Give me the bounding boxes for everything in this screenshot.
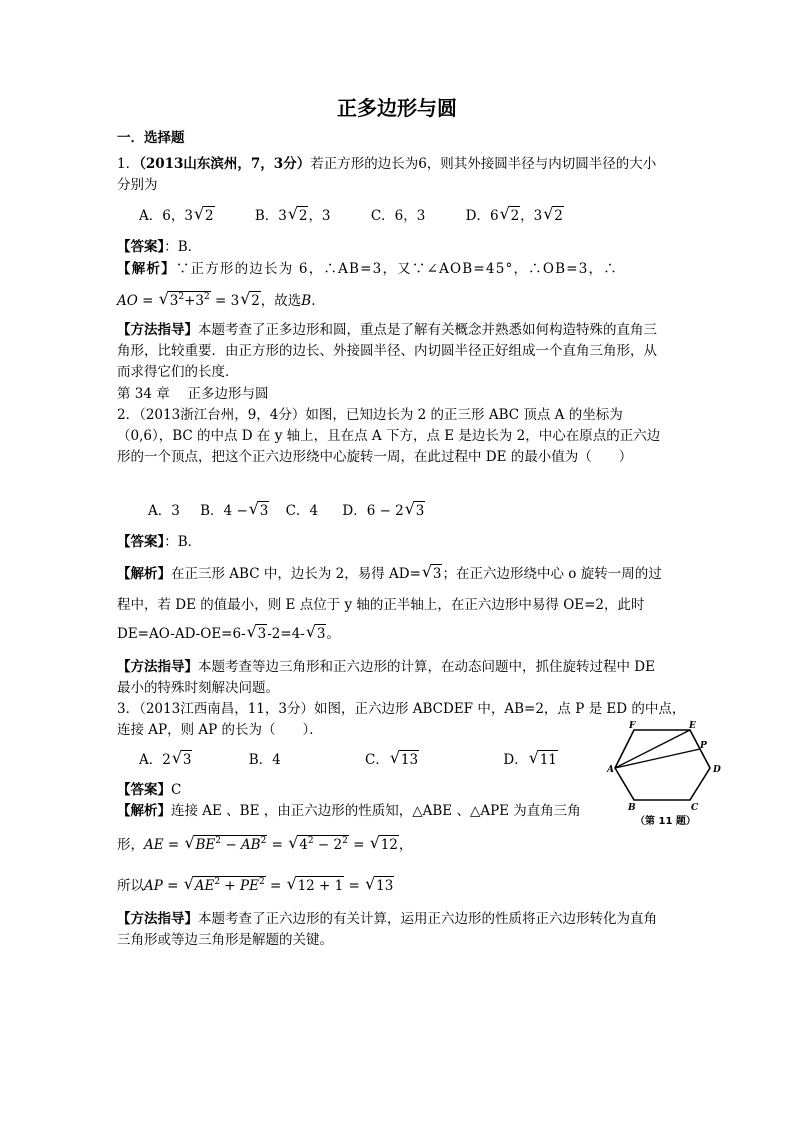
q3-formula-2: 所以AP = √ $AE^2 + PE^2$ = √ 12 + 1 = √ 13 bbox=[117, 876, 394, 896]
segment-ap bbox=[615, 749, 700, 768]
label-d: D bbox=[713, 765, 721, 775]
segment-ae bbox=[615, 730, 690, 768]
q2-method: 【方法指导】本题考查等边三角形和正六边形的计算，在动态问题中，抓住旋转过程中 DE bbox=[117, 659, 655, 675]
q1-method: 【方法指导】本题考查了正多边形和圆，重点是了解有关概念并熟悉如何构造特殊的直角三 bbox=[117, 322, 657, 338]
q2-answer: 【答案】：B． bbox=[117, 534, 202, 550]
hexagon-figure bbox=[607, 720, 725, 830]
q3-method-line2: 三角形或等边三角形是解题的关键。 bbox=[117, 932, 333, 948]
label-a: A bbox=[607, 765, 614, 775]
q3-options: A．2√ 3 B．4 C．√ 13 D．√ 11 bbox=[139, 750, 558, 770]
q3-stem-line1: 3．（2013江西南昌，11，3分）如图，正六边形 ABCDEF 中，AB=2，点 P 是 ED 的中点， bbox=[117, 701, 686, 717]
q1-stem-line2: 分别为 bbox=[117, 177, 158, 193]
q3-stem-line2: 连接 AP，则 AP 的长为（ ）． bbox=[117, 722, 323, 738]
chapter-heading: 第 34 章 正多边形与圆 bbox=[117, 386, 269, 402]
q2-stem-line1: 2．（2013浙江台州，9，4分）如图，已知边长为 2 的正三形 ABC 顶点 A 的坐标为 bbox=[117, 407, 623, 423]
q3-analysis: 【解析】连接 AE 、BE ，由正六边形的性质知，△ABE 、△APE 为直角三角 bbox=[117, 803, 581, 819]
q2-analysis: 【解析】在正三形 ABC 中，边长为 2，易得 AD=√ 3；在正六边形绕中心 o 旋转一周的过 bbox=[117, 564, 662, 584]
label-e: E bbox=[689, 721, 696, 731]
q2-analysis-line3: DE=AO-AD-OE=6-√ 3-2=4-√ 3。 bbox=[117, 624, 340, 644]
q2-stem-line3: 形的一个顶点，把这个正六边形绕中心旋转一周，在此过程中 DE 的最小值为（ ） bbox=[117, 449, 633, 465]
label-f: F bbox=[629, 721, 636, 731]
q1-stem: 1．（2013山东滨州，7，3分）若正方形的边长为6，则其外接圆半径与内切圆半径的大小 bbox=[117, 156, 657, 172]
q2-analysis-line2: 程中，若 DE 的值最小，则 E 点位于 y 轴的正半轴上，在正六边形中易得 OE=2，此时 bbox=[117, 597, 645, 613]
page-title: 正多边形与圆 bbox=[337, 96, 457, 120]
q1-method-line3: 而求得它们的长度． bbox=[117, 364, 239, 380]
q1-options: A．6，3√ 2 B．3√ 2，3 C．6，3 D．6√ 2，3√ 2 bbox=[139, 206, 564, 226]
q1-analysis: 【解析】∵正方形的边长为 6，∴AB=3，又∵∠AOB=45°，∴OB=3，∴ bbox=[117, 261, 618, 277]
figure-caption: （第 11 题） bbox=[635, 816, 696, 827]
q2-method-line2: 最小的特殊时刻解决问题。 bbox=[117, 680, 279, 696]
label-c: C bbox=[691, 803, 699, 813]
section-heading: 一．选择题 bbox=[117, 130, 185, 146]
q2-stem-line2: （0,6），BC 的中点 D 在 y 轴上，且在点 A 下方，点 E 是边长为 2，中心在原点的正六边 bbox=[117, 428, 661, 444]
q1-method-line2: 角形，比较重要．由正方形的边长、外接圆半径、内切圆半径正好组成一个直角三角形，从 bbox=[117, 343, 657, 359]
q3-answer: 【答案】C bbox=[117, 782, 182, 798]
q2-options: A．3 B．4 −√ 3 C．4 D．6 − 2√ 3 bbox=[148, 501, 425, 521]
label-b: B bbox=[628, 803, 636, 813]
q1-answer: 【答案】：B． bbox=[117, 239, 202, 255]
q1-formula: AO = √ $3^2+3^2 = 3√$ 2，故选B. bbox=[117, 291, 316, 311]
q3-method: 【方法指导】本题考查了正六边形的有关计算，运用正六边形的性质将正六边形转化为直角 bbox=[117, 911, 657, 927]
label-p: P bbox=[700, 741, 707, 751]
q3-formula-1: 形，AE = √ $BE^2 - AB^2$ = √ $4^2 - 2^2$ = √ 12， bbox=[117, 835, 412, 855]
